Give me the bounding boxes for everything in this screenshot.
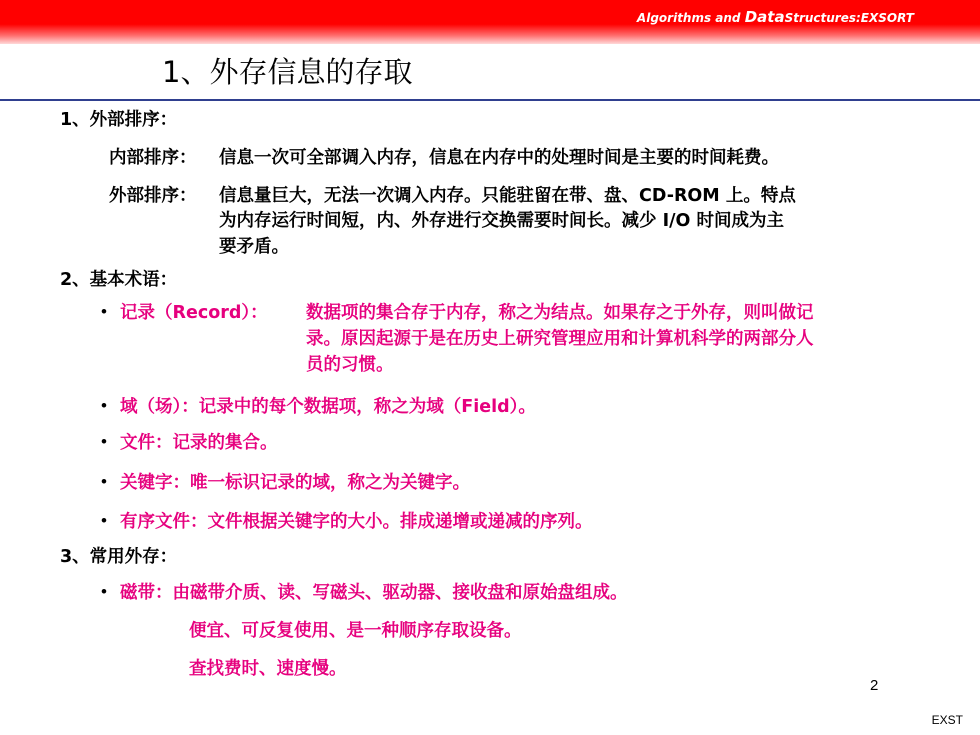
brand-part2: Data (744, 8, 785, 26)
bullet-dot: • (101, 302, 107, 321)
page-number: 2 (870, 677, 879, 694)
bullet-dot: • (101, 582, 107, 601)
record-line3: 员的习惯。 (306, 355, 394, 375)
field-definition: 域（场）：记录中的每个数据项，称之为域（Field）。 (120, 397, 536, 417)
bullet-dot: • (101, 396, 107, 415)
section1-heading: 1、外部排序： (60, 110, 178, 130)
brand-part1: Algorithms and (636, 11, 745, 25)
external-sort-line1: 信息量巨大，无法一次调入内存。只能驻留在带、盘、CD-ROM 上。特点 (219, 186, 796, 206)
record-line2: 录。原因起源于是在历史上研究管理应用和计算机科学的两部分人 (306, 329, 814, 349)
file-definition: 文件：记录的集合。 (120, 433, 278, 453)
header-brand (637, 8, 914, 26)
bullet-dot: • (101, 472, 107, 491)
title-divider (0, 99, 980, 101)
record-label: 记录（Record）： (120, 303, 268, 323)
bullet-dot: • (101, 432, 107, 451)
external-sort-line3: 要矛盾。 (219, 237, 289, 257)
record-line1: 数据项的集合存于内存，称之为结点。如果存之于外存，则叫做记 (306, 303, 814, 323)
internal-sort-text: 信息一次可全部调入内存，信息在内存中的处理时间是主要的时间耗费。 (219, 148, 779, 168)
key-definition: 关键字：唯一标识记录的域，称之为关键字。 (120, 473, 470, 493)
brand-part3: Structures:EXSORT (784, 11, 914, 25)
bullet-dot: • (101, 511, 107, 530)
tape-line3: 查找费时、速度慢。 (189, 659, 347, 679)
section2-heading: 2、基本术语： (60, 270, 178, 290)
tape-line1: 磁带：由磁带介质、读、写磁头、驱动器、接收盘和原始盘组成。 (120, 583, 628, 603)
tape-line2: 便宜、可反复使用、是一种顺序存取设备。 (189, 621, 522, 641)
ordered-file-definition: 有序文件：文件根据关键字的大小。排成递增或递减的序列。 (120, 512, 593, 532)
external-sort-label: 外部排序： (109, 186, 197, 206)
footer-label: EXST (931, 713, 963, 727)
section3-heading: 3、常用外存： (60, 547, 178, 567)
slide-title: 1、外存信息的存取 (162, 55, 413, 89)
external-sort-line2: 为内存运行时间短，内、外存进行交换需要时间长。减少 I/O 时间成为主 (219, 211, 784, 231)
internal-sort-label: 内部排序： (109, 148, 197, 168)
